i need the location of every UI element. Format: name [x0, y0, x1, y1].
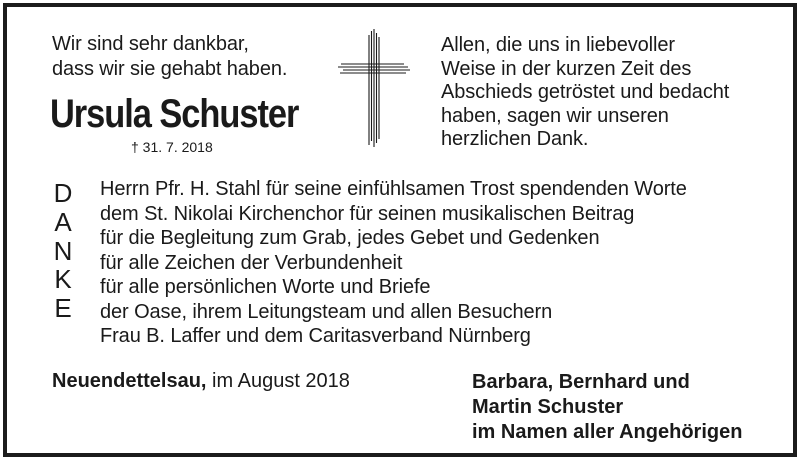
thanks-list — [100, 177, 687, 349]
thanks-line: Allen, die uns in liebevoller — [441, 34, 675, 56]
thanks-list-item: der Oase, ihrem Leitungsteam und allen Besuchern — [100, 300, 553, 323]
danke-letter: A — [54, 206, 72, 237]
thanks-list-item: dem St. Nikolai Kirchenchor für seinen musikalischen Beitrag — [100, 202, 635, 225]
thanks-list-item: für alle Zeichen der Verbundenheit — [100, 251, 403, 274]
thanks-paragraph — [441, 34, 729, 152]
place-month: im August 2018 — [212, 370, 350, 392]
thanks-line: Weise in der kurzen Zeit des — [441, 57, 692, 80]
place-town: Neuendettelsau, — [52, 370, 207, 392]
danke-vertical — [50, 179, 76, 323]
thanks-list-item: für alle persönlichen Worte und Briefe — [100, 276, 431, 298]
thanks-list-item: Frau B. Laffer und dem Caritasverband Nürnberg — [100, 325, 531, 347]
death-date: † 31. 7. 2018 — [131, 139, 213, 155]
intro-text — [52, 32, 287, 82]
danke-letter: K — [54, 264, 72, 295]
danke-letter: D — [53, 178, 73, 208]
thanks-line: Abschieds getröstet und bedacht — [441, 81, 730, 103]
thanks-list-item: Herrn Pfr. H. Stahl für seine einfühlsamen Trost spendenden Worte — [100, 178, 687, 200]
danke-letter: N — [53, 235, 73, 266]
signer-line: im Namen aller Angehörigen — [472, 421, 743, 443]
signers — [472, 370, 742, 445]
intro-line: Wir sind sehr dankbar, — [52, 33, 249, 55]
signer-line: Barbara, Bernhard und — [472, 371, 690, 393]
place-date — [52, 370, 350, 393]
cross-icon — [338, 29, 410, 147]
danke-letter: E — [54, 293, 72, 324]
thanks-list-item: für die Begleitung zum Grab, jedes Gebet und Gedenken — [100, 227, 600, 249]
thanks-line: herzlichen Dank. — [441, 128, 589, 150]
intro-line: dass wir sie gehabt haben. — [52, 58, 288, 80]
signer-line: Martin Schuster — [472, 396, 624, 418]
thanks-line: haben, sagen wir unseren — [441, 104, 669, 127]
deceased-name: Ursula Schuster — [50, 92, 299, 136]
